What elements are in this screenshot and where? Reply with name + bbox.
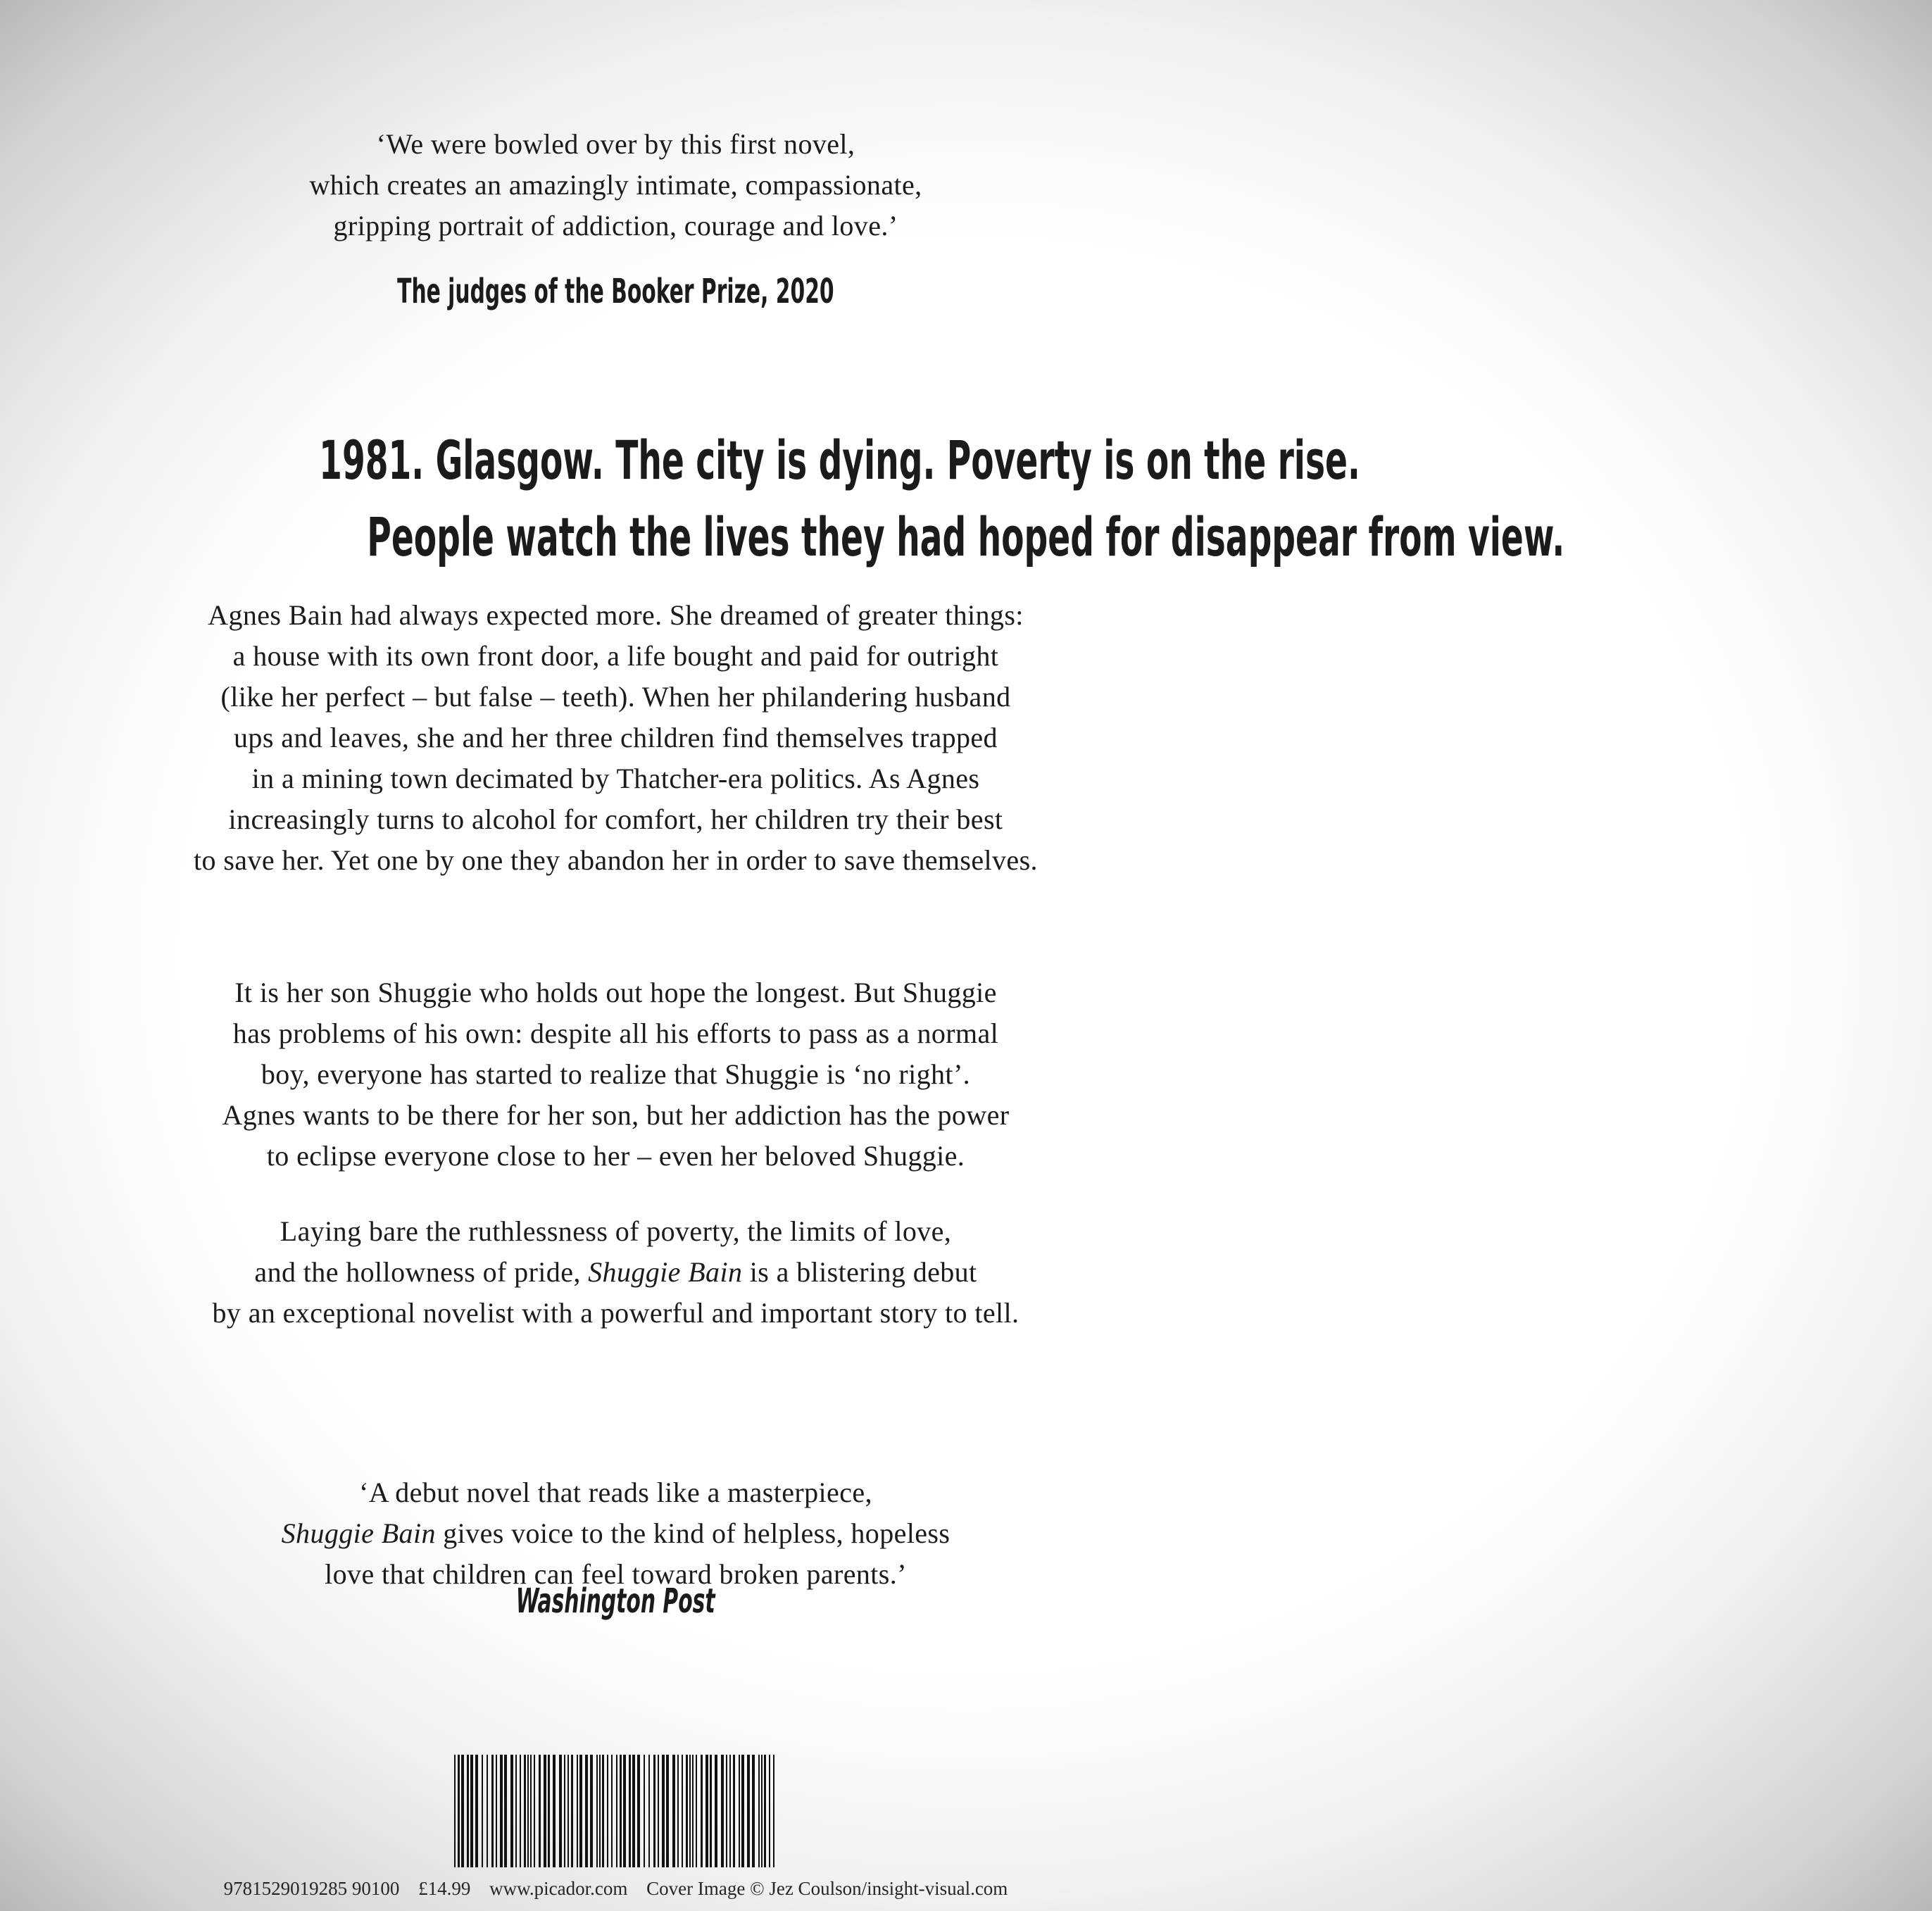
barcode-bar: [648, 1755, 650, 1867]
barcode-bar: [644, 1755, 645, 1867]
barcode-bar: [500, 1755, 503, 1867]
barcode-bar: [567, 1755, 569, 1867]
barcode-bar: [467, 1755, 469, 1867]
headline-line-1: 1981. Glasgow. The city is dying. Poverty is on the rise.: [319, 429, 1360, 491]
barcode-bar: [715, 1755, 717, 1867]
top-quote-line-1: ‘We were bowled over by this first novel,: [376, 128, 855, 160]
paragraph-3-line-3: by an exceptional novelist with a powerful and important story to tell.: [212, 1297, 1020, 1329]
barcode-bar: [705, 1755, 708, 1867]
paragraph-2-line: to eclipse everyone close to her – even her beloved Shuggie.: [266, 1140, 965, 1172]
barcode-bar: [632, 1755, 635, 1867]
paragraph-1-line: (like her perfect – but false – teeth). When her philandering husband: [220, 681, 1011, 713]
barcode-bar: [491, 1755, 494, 1867]
barcode-bar: [721, 1755, 724, 1867]
barcode-bar: [564, 1755, 565, 1867]
barcode-bar: [710, 1755, 712, 1867]
barcode-bar: [534, 1755, 535, 1867]
paragraph-3-line-2: [0, 1252, 1231, 1293]
barcode-bar: [662, 1755, 665, 1867]
barcode-bar: [470, 1755, 473, 1867]
top-quote-attribution-wrap: [0, 270, 1231, 313]
barcode-bar: [666, 1755, 669, 1867]
barcode-icon: [453, 1755, 781, 1867]
barcode-bar: [607, 1755, 608, 1867]
paragraph-1-line: to save her. Yet one by one they abandon her in order to save themselves.: [194, 844, 1038, 876]
headline: [0, 422, 1565, 576]
barcode-bar: [454, 1755, 456, 1867]
barcode-bar: [590, 1755, 593, 1867]
barcode-bar: [620, 1755, 622, 1867]
barcode-bar: [752, 1755, 755, 1867]
barcode-bar: [544, 1755, 546, 1867]
barcode-bar: [524, 1755, 526, 1867]
barcode-bar: [599, 1755, 601, 1867]
paragraph-1-line: a house with its own front door, a life bought and paid for outright: [232, 640, 999, 672]
barcode-bar: [585, 1755, 588, 1867]
barcode-bar: [696, 1755, 697, 1867]
paragraph-2-line: It is her son Shuggie who holds out hope the longest. But Shuggie: [234, 977, 997, 1008]
barcode-bar: [672, 1755, 675, 1867]
barcode-bar: [689, 1755, 691, 1867]
bottom-quote-text: gives voice to the kind of helpless, hopeless: [435, 1517, 951, 1549]
paragraph-2-line: boy, everyone has started to realize that Shuggie is ‘no right’.: [261, 1058, 971, 1090]
paragraph-2-line: Agnes wants to be there for her son, but her addiction has the power: [222, 1099, 1010, 1131]
barcode-bar: [616, 1755, 617, 1867]
website: www.picador.com: [489, 1878, 628, 1899]
barcode-bar: [475, 1755, 478, 1867]
barcode-bar: [764, 1755, 766, 1867]
paragraph-2: [0, 972, 1231, 1177]
barcode-bar: [729, 1755, 731, 1867]
paragraph-2-line: has problems of his own: despite all his efforts to pass as a normal: [232, 1017, 999, 1049]
barcode-bar: [761, 1755, 763, 1867]
barcode-bar: [487, 1755, 488, 1867]
isbn: 9781529019285 90100: [223, 1878, 400, 1899]
paragraph-1-line: ups and leaves, she and her three children find themselves trapped: [234, 722, 998, 753]
barcode-bar: [577, 1755, 578, 1867]
barcode-bar: [510, 1755, 513, 1867]
top-quote-line-3: gripping portrait of addiction, courage and love.’: [333, 210, 898, 242]
barcode-bar: [496, 1755, 497, 1867]
barcode-bar: [682, 1755, 683, 1867]
barcode-bar: [559, 1755, 562, 1867]
barcode-bar: [520, 1755, 521, 1867]
bottom-quote-line-3: love that children can feel toward broken parents.’: [325, 1558, 907, 1590]
barcode-bar: [686, 1755, 688, 1867]
barcode-bar: [739, 1755, 740, 1867]
paragraph-1-line: Agnes Bain had always expected more. She dreamed of greater things:: [208, 599, 1024, 631]
paragraph-1: [0, 595, 1231, 881]
book-title: Shuggie Bain: [281, 1517, 436, 1549]
barcode-bar: [701, 1755, 703, 1867]
barcode-bar: [553, 1755, 556, 1867]
barcode-bar: [726, 1755, 727, 1867]
bottom-quote-attribution-wrap: [0, 1580, 1231, 1623]
paragraph-3-text: and the hollowness of pride,: [254, 1256, 589, 1288]
barcode-bar: [515, 1755, 517, 1867]
barcode-bar: [527, 1755, 529, 1867]
book-title: Shuggie Bain: [588, 1256, 743, 1288]
barcode-bar: [579, 1755, 582, 1867]
barcode-bar: [602, 1755, 604, 1867]
barcode-bar: [658, 1755, 659, 1867]
top-quote-line-2: which creates an amazingly intimate, compassionate,: [309, 169, 922, 201]
barcode-bar: [571, 1755, 573, 1867]
bottom-quote-line-2: [0, 1513, 1231, 1554]
bottom-quote-line-1: ‘A debut novel that reads like a masterpiece,: [359, 1477, 872, 1508]
footer: [0, 1877, 1231, 1900]
barcode-bar: [596, 1755, 598, 1867]
barcode-bar: [637, 1755, 640, 1867]
paragraph-3: [0, 1211, 1231, 1334]
bottom-quote: [0, 1472, 1231, 1595]
barcode-bar: [482, 1755, 483, 1867]
barcode-bar: [758, 1755, 760, 1867]
barcode-bar: [530, 1755, 532, 1867]
barcode-bar: [611, 1755, 613, 1867]
top-quote: [0, 124, 1231, 246]
barcode-bar: [773, 1755, 774, 1867]
barcode-bar: [548, 1755, 550, 1867]
paragraph-1-line: increasingly turns to alcohol for comfort, her children try their best: [228, 803, 1003, 835]
barcode-bar: [733, 1755, 735, 1867]
bottom-quote-attribution: Washington Post: [516, 1581, 715, 1621]
barcode-bar: [677, 1755, 679, 1867]
paragraph-1-line: in a mining town decimated by Thatcher-era politics. As Agnes: [251, 763, 980, 794]
barcode-bar: [539, 1755, 541, 1867]
barcode-bar: [747, 1755, 750, 1867]
top-quote-attribution: The judges of the Booker Prize, 2020: [397, 272, 834, 311]
barcode-bar: [623, 1755, 626, 1867]
paragraph-3-line-1: Laying bare the ruthlessness of poverty, the limits of love,: [280, 1215, 952, 1247]
paragraph-3-text: is a blistering debut: [742, 1256, 977, 1288]
barcode-bar: [504, 1755, 507, 1867]
price: £14.99: [418, 1878, 471, 1899]
barcode-bar: [629, 1755, 631, 1867]
barcode-bar: [769, 1755, 770, 1867]
headline-line-2: People watch the lives they had hoped for disappear from view.: [367, 506, 1565, 568]
barcode-bar: [653, 1755, 656, 1867]
barcode-bar: [461, 1755, 464, 1867]
barcode-bar: [692, 1755, 694, 1867]
cover-credit: Cover Image © Jez Coulson/insight-visual.com: [646, 1878, 1008, 1899]
barcode-bar: [458, 1755, 460, 1867]
barcode-bar: [741, 1755, 744, 1867]
